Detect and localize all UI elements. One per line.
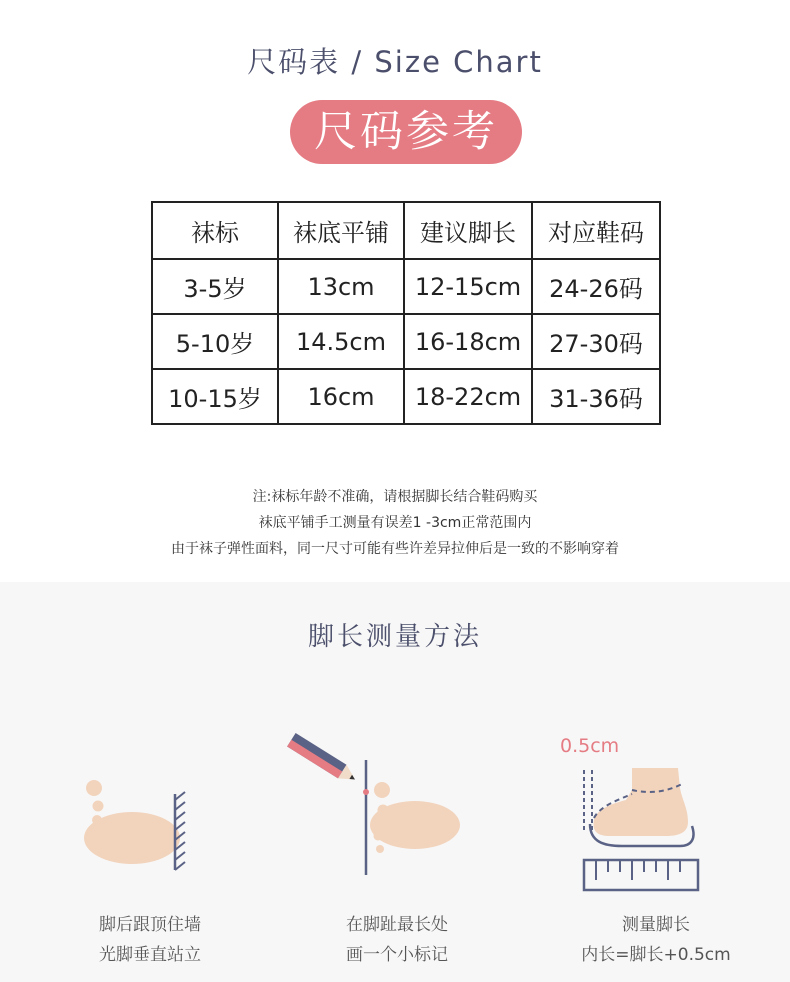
step-1-line-1: 脚后跟顶住墙 bbox=[99, 915, 201, 935]
foot-against-wall-icon bbox=[70, 770, 210, 880]
ruler-measure-icon bbox=[570, 760, 710, 900]
size-notes bbox=[0, 484, 790, 562]
table-cell: 10-15岁 bbox=[152, 369, 278, 424]
step-2-line-2: 画一个小标记 bbox=[346, 945, 448, 965]
note-line: 袜底平铺手工测量有误差1 -3cm正常范围内 bbox=[258, 515, 532, 531]
pencil-marking-icon bbox=[280, 730, 480, 880]
step-1-line-2: 光脚垂直站立 bbox=[99, 945, 201, 965]
table-cell: 3-5岁 bbox=[152, 259, 278, 314]
table-cell: 13cm bbox=[278, 259, 404, 314]
table-cell: 18-22cm bbox=[404, 369, 532, 424]
table-cell: 24-26码 bbox=[532, 259, 660, 314]
offset-label: 0.5cm bbox=[560, 735, 620, 757]
table-cell: 5-10岁 bbox=[152, 314, 278, 369]
table-cell: 16-18cm bbox=[404, 314, 532, 369]
table-row bbox=[152, 314, 660, 369]
table-row bbox=[152, 259, 660, 314]
note-line: 注:袜标年龄不准确，请根据脚长结合鞋码购买 bbox=[252, 489, 538, 505]
column-header: 对应鞋码 bbox=[532, 202, 660, 259]
step-2-caption bbox=[277, 910, 517, 970]
step-3-line-2: 内长=脚长+0.5cm bbox=[581, 945, 731, 965]
size-table bbox=[151, 201, 661, 425]
step-3-caption bbox=[536, 910, 776, 970]
table-row bbox=[152, 369, 660, 424]
table-cell: 16cm bbox=[278, 369, 404, 424]
note-line: 由于袜子弹性面料，同一尺寸可能有些许差异拉伸后是一致的不影响穿着 bbox=[171, 541, 619, 557]
table-cell: 14.5cm bbox=[278, 314, 404, 369]
step-1-caption bbox=[30, 910, 270, 970]
table-cell: 12-15cm bbox=[404, 259, 532, 314]
table-header-row bbox=[152, 202, 660, 259]
step-3-line-1: 测量脚长 bbox=[622, 915, 690, 935]
measurement-title: 脚长测量方法 bbox=[307, 622, 482, 652]
size-reference-badge: 尺码参考 bbox=[290, 100, 522, 164]
column-header: 建议脚长 bbox=[404, 202, 532, 259]
column-header: 袜底平铺 bbox=[278, 202, 404, 259]
step-2-line-1: 在脚趾最长处 bbox=[346, 915, 448, 935]
column-header: 袜标 bbox=[152, 202, 278, 259]
table-cell: 27-30码 bbox=[532, 314, 660, 369]
table-cell: 31-36码 bbox=[532, 369, 660, 424]
page-title: 尺码表 / Size Chart bbox=[247, 45, 543, 79]
